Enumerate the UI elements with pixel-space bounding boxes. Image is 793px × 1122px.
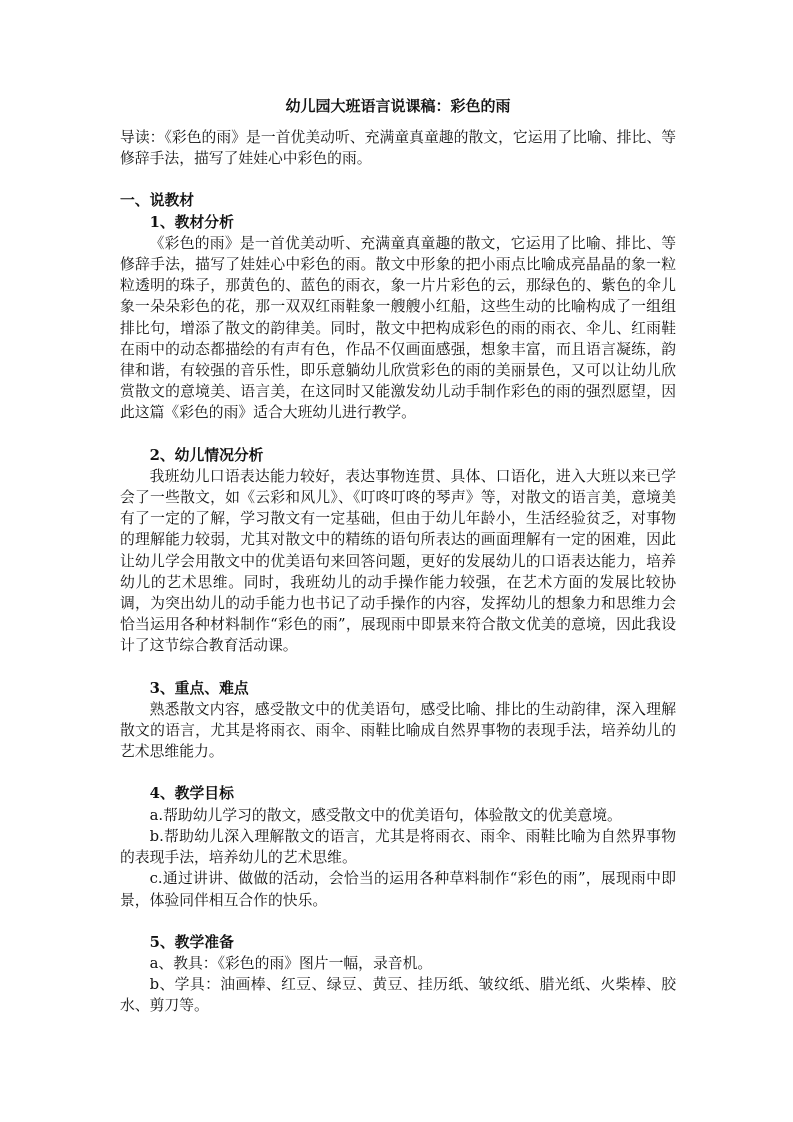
paragraph-material-analysis: 《彩色的雨》是一首优美动听、充满童真童趣的散文，它运用了比喻、排比、等修辞手法，描写了娃娃心中彩色的雨。散文中形象的把小雨点比喻成亮晶晶的象一粒粒透明的珠子，那黄色的、蓝色的雨衣，象一片片彩色的云，那绿色的、紫色的伞儿象一朵朵彩色的花，那一双双红雨鞋象一艘艘小红船，这些生动的比喻构成了一组组排比句，增添了散文的韵律美。同时，散文中把构成彩色的雨的雨衣、伞儿、红雨鞋在雨中的动态都描绘的有声有色，作品不仅画面感强，想象丰富，而且语言凝练，韵律和谐，有较强的音乐性，即乐意躺幼儿欣赏彩色的雨的美丽景色，又可以让幼儿欣赏散文的意境美、语言美，在这同时又能激发幼儿动手制作彩色的雨的强烈愿望，因此这篇《彩色的雨》适合大班幼儿进行教学。 — [120, 234, 676, 422]
spacer — [120, 911, 676, 932]
document-body — [120, 96, 676, 1017]
document-title: 幼儿园大班语言说课稿：彩色的雨 — [285, 97, 511, 115]
goal-item: c.通过讲讲、做做的活动，会恰当的运用各种草料制作“彩色的雨”，展现雨中即景，体验同伴相互合作的快乐。 — [120, 870, 676, 909]
preparation-item: a、教具：《彩色的雨》图片一幅，录音机。 — [149, 954, 433, 972]
goal-item: a.帮助幼儿学习的散文，感受散文中的优美语句，体验散文的优美意境。 — [149, 806, 622, 824]
goal-item: b.帮助幼儿深入理解散文的语言，尤其是将雨衣、雨伞、雨鞋比喻为自然界事物的表现手法，培养幼儿的艺术思维。 — [120, 827, 676, 867]
sub-heading-children-analysis: 2、幼儿情况分析 — [149, 446, 264, 464]
paragraph-children-analysis: 我班幼儿口语表达能力较好，表达事物连贯、具体、口语化，进入大班以来已学会了一些散文，如《云彩和风儿》、《叮咚叮咚的琴声》等，对散文的语言美，意境美有了一定的了解，学习散文有一定基础，但由于幼儿年龄小，生活经验贫乏，对事物的理解能力较弱，尤其对散文中的精练的语句所表达的画面理解有一定的困难，因此让幼儿学会用散文中的优美语句来回答问题，更好的发展幼儿的口语表达能力，培养幼儿的艺术思维。同时，我班幼儿的动手操作能力较强，在艺术方面的发展比较协调，为突出幼儿的动手能力也书记了动手操作的内容，发挥幼儿的想象力和思维力会恰当运用各种材料制作“彩色的雨”，展现雨中即景来符合散文优美的意境，因此我设计了这节综合教育活动课。 — [120, 467, 676, 655]
preparation-item: b、学具：油画棒、红豆、绿豆、黄豆、挂历纸、皱纹纸、腊光纸、火柴棒、胶水、剪刀等。 — [120, 976, 676, 1015]
spacer — [120, 657, 676, 678]
spacer — [120, 762, 676, 783]
sub-heading-material-analysis: 1、教材分析 — [149, 213, 234, 231]
sub-heading-teaching-preparation: 5、教学准备 — [149, 933, 234, 951]
paragraph-key-points: 熟悉散文内容，感受散文中的优美语句，感受比喻、排比的生动韵律，深入理解散文的语言，尤其是将雨衣、雨伞、雨鞋比喻成自然界事物的表现手法，培养幼儿的艺术思维能力。 — [120, 700, 676, 761]
sub-heading-teaching-goals: 4、教学目标 — [149, 785, 234, 803]
intro-paragraph: 导读：《彩色的雨》是一首优美动听、充满童真童趣的散文，它运用了比喻、排比、等修辞手法，描写了娃娃心中彩色的雨。 — [120, 129, 676, 168]
sub-heading-key-points: 3、重点、难点 — [149, 679, 249, 697]
spacer — [120, 424, 676, 445]
section-heading-teaching-material: 一、说教材 — [120, 192, 194, 210]
